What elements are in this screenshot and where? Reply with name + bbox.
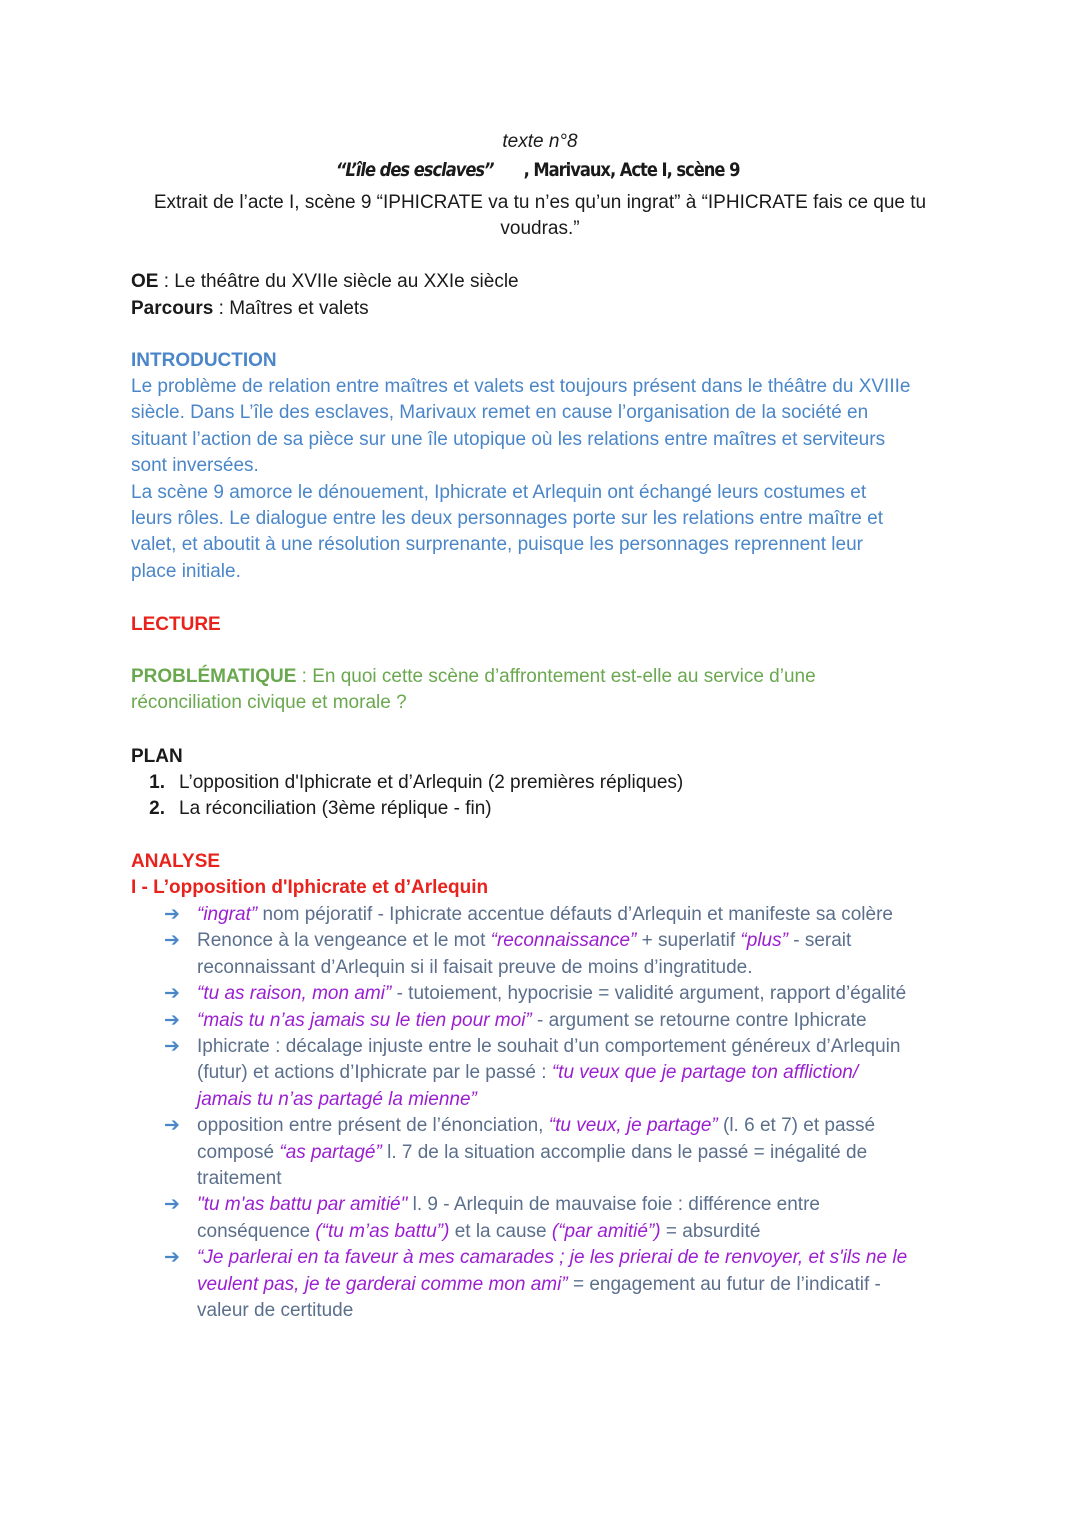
bullet-item: ➔ “Je parlerai en ta faveur à mes camarades ; je les prierai de te renvoyer, et s'ils ne le veulent pas, je te garderai comme mon ami” = engagement au futur de l’indicatif - valeur de certitude: [164, 1247, 908, 1322]
arrow-icon: ➔: [164, 1115, 180, 1137]
oe-line: [131, 269, 519, 295]
extract-line-1: Extrait de l’acte I, scène 9 “IPHICRATE va tu n’es qu’un ingrat” à “IPHICRATE fais ce que tu: [153, 192, 927, 213]
intro-line: situant l’action de sa pièce sur une île utopique où les relations entre maîtres et serviteurs: [131, 428, 886, 450]
oe-label: OE: [131, 271, 159, 292]
intro-line: La scène 9 amorce le dénouement, Iphicrate et Arlequin ont échangé leurs costumes et: [131, 481, 867, 503]
extract-line-2: voudras.”: [500, 218, 580, 239]
intro-line: siècle. Dans L’île des esclaves, Marivaux remet en cause l’organisation de la société en: [131, 402, 869, 424]
arrow-icon: ➔: [164, 1036, 180, 1058]
intro-line: leurs rôles. Le dialogue entre les deux personnages porte sur les relations entre maître et: [131, 508, 883, 530]
arrow-icon: ➔: [164, 983, 180, 1005]
parcours-line: [131, 296, 369, 322]
problematique-label: PROBLÉMATIQUE: [131, 666, 297, 687]
intro-line: sont inversées.: [131, 455, 259, 477]
bullet-item: ➔ Renonce à la vengeance et le mot “reconnaissance” + superlatif “plus” - serait reconnaissant d’Arlequin si il faisait preuve de moins d’ingratitude.: [164, 930, 852, 978]
oe-value: : Le théâtre du XVIIe siècle au XXIe siècle: [158, 271, 519, 292]
intro-line: Le problème de relation entre maîtres et valets est toujours présent dans le théâtre du XVIIIe: [131, 376, 911, 397]
section-heading-1: I - L’opposition d'Iphicrate et d’Arlequin: [131, 877, 489, 898]
bullet-item: ➔ “ingrat” nom péjoratif - Iphicrate accentue défauts d’Arlequin et manifeste sa colère: [131, 902, 907, 928]
arrow-icon: ➔: [164, 1009, 180, 1031]
analyse-heading: ANALYSE: [131, 851, 221, 872]
bullet-item: ➔ “tu as raison, mon ami” - tutoiement, hypocrisie = validité argument, rapport d’égalité: [131, 981, 907, 1007]
bullet-item: ➔ opposition entre présent de l’énonciation, “tu veux, je partage” (l. 6 et 7) et passé composé “as partagé” l. 7 de la situation accomplie dans le passé = inégalité de traitement: [164, 1115, 876, 1190]
arrow-icon: ➔: [164, 930, 180, 952]
bullet-item: ➔ Iphicrate : décalage injuste entre le souhait d’un comportement généreux d’Arlequin (futur) et actions d’Iphicrate par le passé : “tu veux que je partage ton affliction/ jamais tu n’as partagé la mienne”: [164, 1036, 901, 1110]
problematique-text-2: réconciliation civique et morale ?: [131, 692, 407, 714]
parcours-label: Parcours: [131, 298, 214, 319]
lecture-heading: LECTURE: [131, 614, 221, 635]
document-title: [0, 157, 1080, 184]
introduction-body: [131, 374, 910, 585]
analysis-bullets: [131, 902, 907, 1325]
work-title-rest: , Marivaux, Acte I, scène 9: [523, 159, 740, 181]
parcours-value: : Maîtres et valets: [213, 298, 369, 319]
plan-list: [131, 770, 683, 823]
arrow-icon: ➔: [164, 904, 180, 925]
bullet-item: ➔ "tu m'as battu par amitié" l. 9 - Arlequin de mauvaise foie : différence entre conséquence (“tu m’as battu”) et la cause (“par amitié”) = absurdité: [164, 1194, 820, 1242]
intro-line: valet, et aboutit à une résolution surprenante, puisque les personnages reprennent leur: [131, 534, 863, 556]
arrow-icon: ➔: [164, 1194, 180, 1216]
introduction-heading: INTRODUCTION: [131, 350, 277, 371]
problematique: [131, 664, 816, 717]
plan-heading: PLAN: [131, 746, 183, 767]
work-title: “L’île des esclaves”: [335, 159, 494, 181]
arrow-icon: ➔: [164, 1247, 180, 1269]
plan-item: 2. La réconciliation (3ème réplique - fin): [149, 798, 492, 820]
intro-line: place initiale.: [131, 560, 241, 582]
bullet-item: ➔ “mais tu n’as jamais su le tien pour moi” - argument se retourne contre Iphicrate: [131, 1008, 907, 1034]
plan-item: 1. L’opposition d'Iphicrate et d’Arlequin (2 premières répliques): [149, 772, 684, 793]
text-number: texte n°8: [502, 131, 578, 152]
problematique-text: : En quoi cette scène d’affrontement est-elle au service d’une: [296, 666, 816, 687]
